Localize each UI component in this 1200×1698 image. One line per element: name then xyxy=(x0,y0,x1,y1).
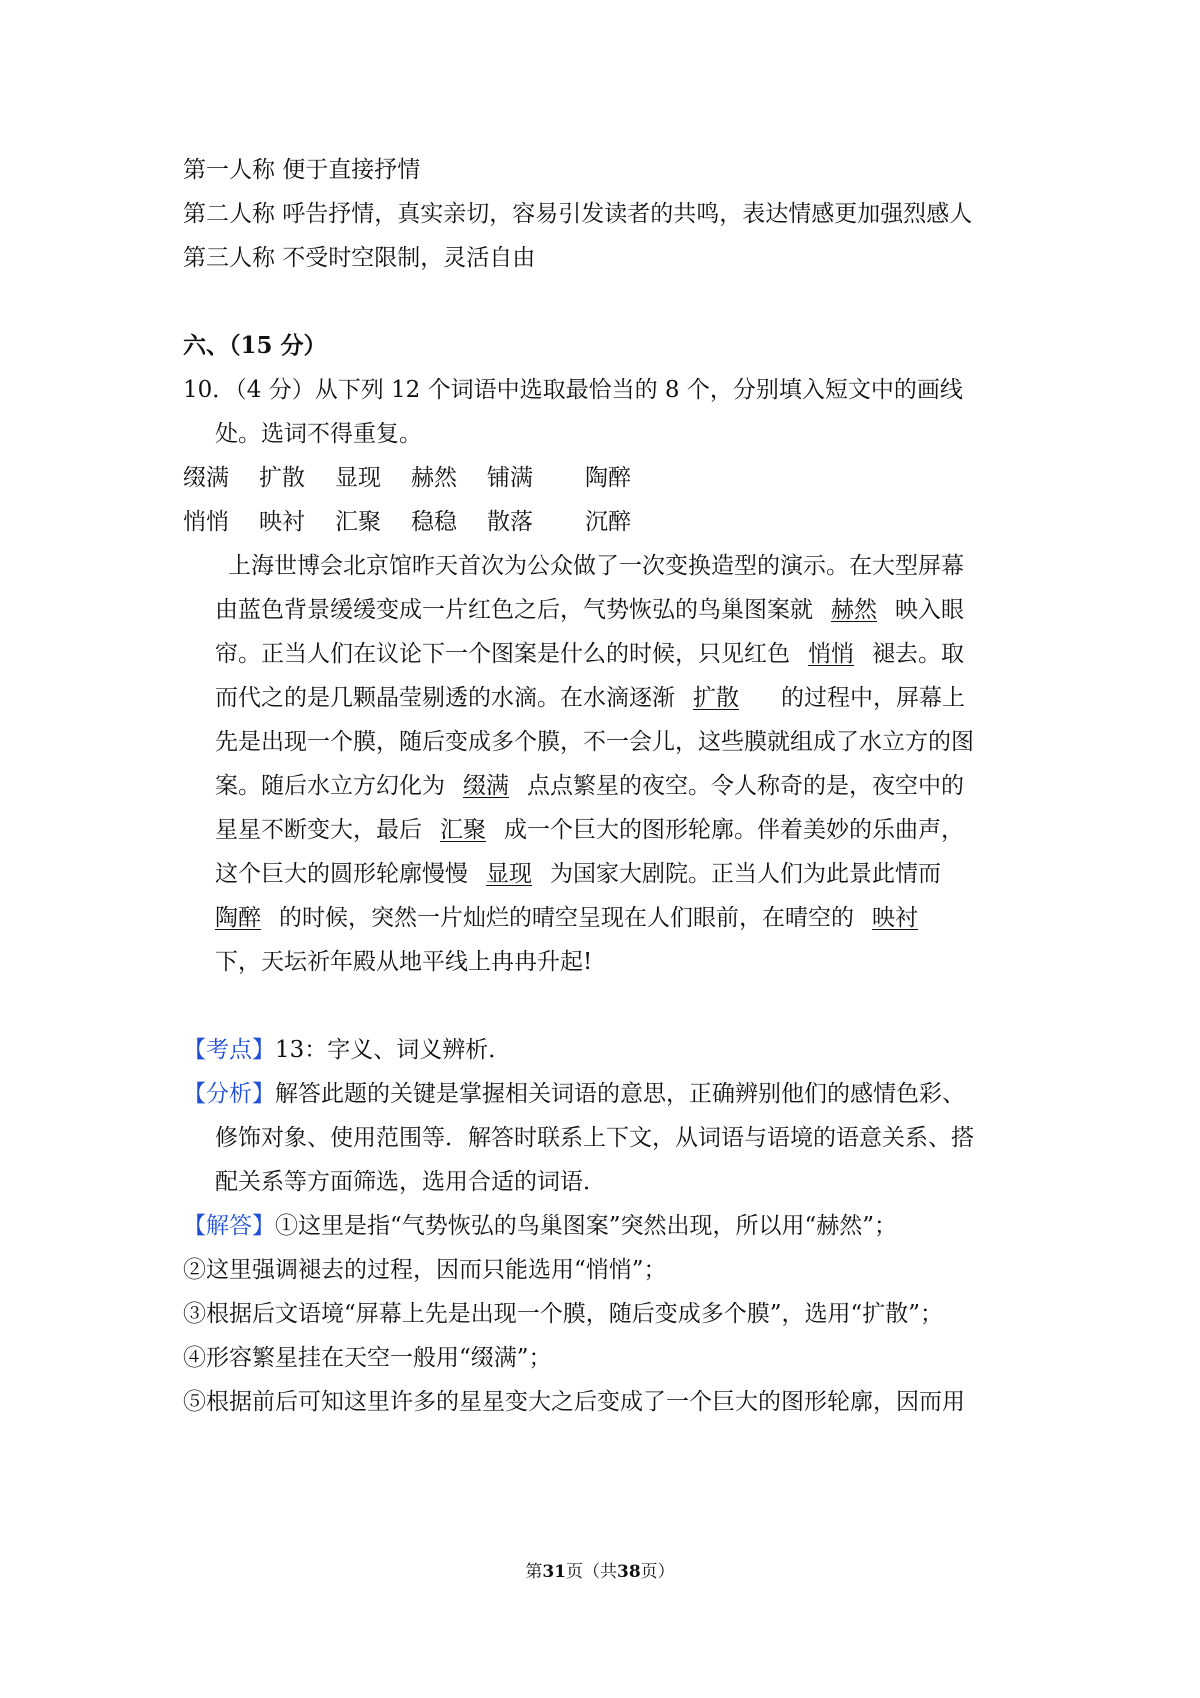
section-heading: 六、（15 分） xyxy=(183,332,327,359)
word-option: 沉醉 xyxy=(585,509,631,535)
word-option: 散落 xyxy=(487,509,533,535)
fenxi-line-2: 修饰对象、使用范围等．解答时联系上下文，从词语与语境的语意关系、搭 xyxy=(215,1125,974,1151)
intro-line-2: 第二人称 呼告抒情，真实亲切，容易引发读者的共鸣，表达情感更加强烈感人 xyxy=(183,201,973,227)
blank-answer-4: 缀满 xyxy=(463,773,509,799)
fenxi-line-1: 【分析】解答此题的关键是掌握相关词语的意思，正确辨别他们的感情色彩、 xyxy=(183,1081,965,1107)
passage-line-8: 这个巨大的圆形轮廓慢慢 显现 为国家大剧院。正当人们为此景此情而 xyxy=(215,858,941,890)
fenxi-line-3: 配关系等方面筛选，选用合适的词语． xyxy=(215,1169,606,1195)
word-option: 汇聚 xyxy=(335,509,381,535)
word-option: 陶醉 xyxy=(585,465,631,491)
intro-line-1: 第一人称 便于直接抒情 xyxy=(183,157,421,183)
word-option: 赫然 xyxy=(411,465,457,491)
passage-line-4: 而代之的是几颗晶莹剔透的水滴。在水滴逐渐 扩散 的过程中，屏幕上 xyxy=(215,682,965,714)
passage-line-1: 上海世博会北京馆昨天首次为公众做了一次变换造型的演示。在大型屏幕 xyxy=(228,553,964,579)
page-number: 31 xyxy=(542,1562,566,1582)
question-line-2: 处。选词不得重复。 xyxy=(215,421,422,447)
jieda-line-3: ③根据后文语境“屏幕上先是出现一个膜，随后变成多个膜”，选用“扩散”； xyxy=(183,1301,944,1327)
blank-answer-5: 汇聚 xyxy=(440,817,486,843)
word-option: 映衬 xyxy=(259,509,305,535)
kaodian-label: 【考点】 xyxy=(183,1037,275,1063)
blank-answer-6: 显现 xyxy=(486,861,532,887)
blank-answer-7: 陶醉 xyxy=(215,905,261,931)
passage-line-7: 星星不断变大，最后 汇聚 成一个巨大的图形轮廓。伴着美妙的乐曲声， xyxy=(215,814,964,846)
passage-line-10: 下，天坛祈年殿从地平线上冉冉升起! xyxy=(215,949,593,975)
passage-line-3: 帘。正当人们在议论下一个图案是什么的时候，只见红色 悄悄 褪去。取 xyxy=(215,638,964,670)
word-row-1 xyxy=(183,462,661,494)
intro-line-3: 第三人称 不受时空限制，灵活自由 xyxy=(183,245,536,271)
word-option: 扩散 xyxy=(259,465,305,491)
blank-answer-2: 悄悄 xyxy=(808,641,854,667)
jieda-label: 【解答】 xyxy=(183,1213,275,1239)
word-option: 缀满 xyxy=(183,465,229,491)
jieda-line-4: ④形容繁星挂在天空一般用“缀满”； xyxy=(183,1345,552,1371)
word-row-2 xyxy=(183,506,661,538)
page-total: 38 xyxy=(617,1562,641,1582)
page-footer: 第31页（共38页） xyxy=(525,1562,675,1582)
word-option: 显现 xyxy=(335,465,381,491)
word-option: 铺满 xyxy=(487,465,533,491)
passage-line-2: 由蓝色背景缓缓变成一片红色之后，气势恢弘的鸟巢图案就 赫然 映入眼 xyxy=(215,594,964,626)
blank-answer-1: 赫然 xyxy=(831,597,877,623)
passage-line-6: 案。随后水立方幻化为 缀满 点点繁星的夜空。令人称奇的是，夜空中的 xyxy=(215,770,964,802)
passage-line-9: 陶醉 的时候，突然一片灿烂的晴空呈现在人们眼前，在晴空的 映衬 xyxy=(215,902,936,934)
jieda-line-5: ⑤根据前后可知这里许多的星星变大之后变成了一个巨大的图形轮廓，因而用 xyxy=(183,1389,965,1415)
word-option: 稳稳 xyxy=(411,509,457,535)
kaodian-line: 【考点】13：字义、词义辨析． xyxy=(183,1037,512,1063)
jieda-line-2: ②这里强调褪去的过程，因而只能选用“悄悄”； xyxy=(183,1257,667,1283)
passage-line-5: 先是出现一个膜，随后变成多个膜，不一会儿，这些膜就组成了水立方的图 xyxy=(215,729,974,755)
question-line-1: 10．（4 分）从下列 12 个词语中选取最恰当的 8 个，分别填入短文中的画线 xyxy=(183,377,963,403)
jieda-line-1: 【解答】①这里是指“气势恢弘的鸟巢图案”突然出现，所以用“赫然”； xyxy=(183,1213,898,1239)
blank-answer-8: 映衬 xyxy=(872,905,918,931)
fenxi-label: 【分析】 xyxy=(183,1081,275,1107)
blank-answer-3: 扩散 xyxy=(693,685,739,711)
word-option: 悄悄 xyxy=(183,509,229,535)
